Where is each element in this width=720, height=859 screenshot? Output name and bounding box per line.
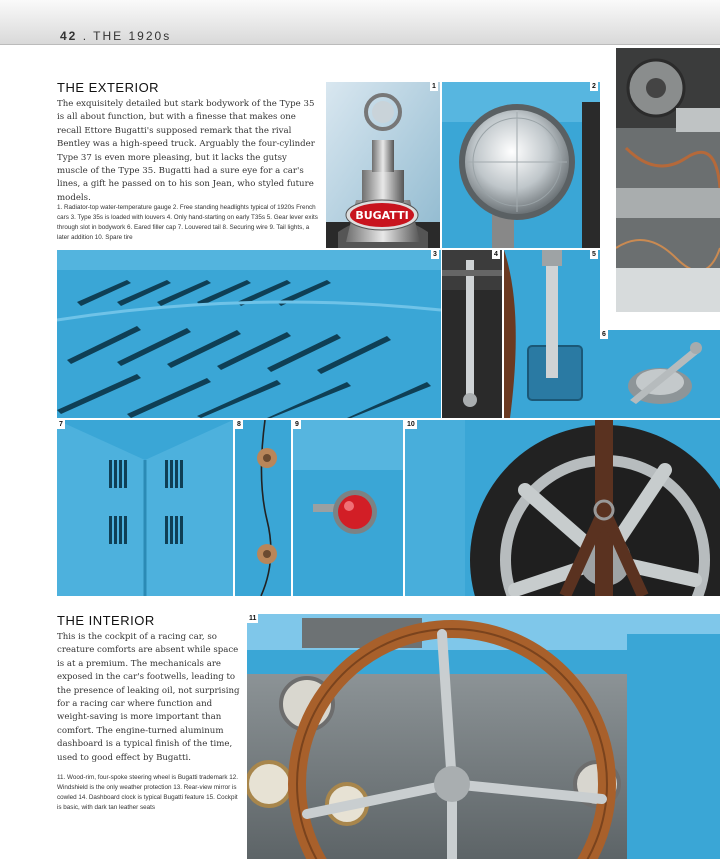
photo-number-3: 3 — [433, 251, 437, 258]
exterior-heading: THE EXTERIOR — [57, 80, 160, 95]
photo-number-9: 9 — [295, 421, 299, 428]
chapter-title: THE 1920s — [93, 29, 172, 43]
photo-cockpit — [247, 614, 720, 859]
photo-engine-bay — [616, 48, 720, 312]
photo-spare-tire — [405, 420, 720, 596]
running-head — [60, 29, 171, 43]
running-head-separator: . — [82, 29, 89, 43]
photo-starting-handle — [442, 250, 502, 418]
photo-number-4: 4 — [494, 251, 498, 258]
photo-number-10: 10 — [407, 421, 415, 428]
photo-filler-cap — [600, 330, 720, 418]
photo-number-11: 11 — [249, 615, 257, 622]
photo-number-7: 7 — [59, 421, 63, 428]
photo-louvered-tail — [57, 420, 233, 596]
photo-number-5: 5 — [592, 251, 596, 258]
exterior-body: The exquisitely detailed but stark bodywork of the Type 35 is all about function, but with a finesse that makes one recall Ettore Bugatti's supposed remark that the rival Bentley was a high-speed truck. Arguably the four-cylinder Type 37 is even more pleasing, but it lacks the gutsy muscle of the Type 35. Bugatti had a sure eye for a car's lines, a gift he passed on to his son Jean, who styled future models. — [57, 99, 315, 203]
interior-captions: 11. Wood-rim, four-spoke steering wheel is Bugatti trademark 12. Windshield is the only weather protection 13. Rear-view mirror is cowled 14. Dashboard clock is typical Bugatti feature 15. Cockpit is basic, with dark tan leather seats — [57, 774, 239, 811]
interior-heading: THE INTERIOR — [57, 613, 155, 628]
photo-tail-light — [293, 420, 403, 596]
photo-securing-wire — [235, 420, 291, 596]
photo-louvers — [57, 250, 441, 418]
page-number: 42 — [60, 29, 78, 43]
photo-headlight — [442, 82, 600, 248]
photo-number-2: 2 — [592, 83, 596, 90]
photo-gear-lever — [504, 250, 600, 418]
interior-body: This is the cockpit of a racing car, so creature comforts are absent while space is at a premium. The mechanicals are exposed in the car's footwells, leading to the presence of leaking oil, not surprising for a racing car where function and weight-saving is more important than comfort. The engine-turned aluminum dashboard is a typical finish of the time, used to good effect by Bugatti. — [57, 632, 240, 763]
photo-number-1: 1 — [432, 83, 436, 90]
bugatti-badge-text: BUGATTI — [355, 209, 409, 222]
exterior-captions: 1. Radiator-top water-temperature gauge 2. Free standing headlights typical of 1920s French cars 3. Type 35s is loaded with louvers 4. Only hand-starting on early T35s 5. Gear lever exits through slot in bodywork 6. Eared filler cap 7. Louvered tail 8. Securing wire 9. Tail lights, a later addition 10. Spare tire — [57, 204, 318, 241]
photo-number-8: 8 — [237, 421, 241, 428]
photo-number-6: 6 — [602, 331, 606, 338]
photo-radiator-gauge — [326, 82, 440, 248]
